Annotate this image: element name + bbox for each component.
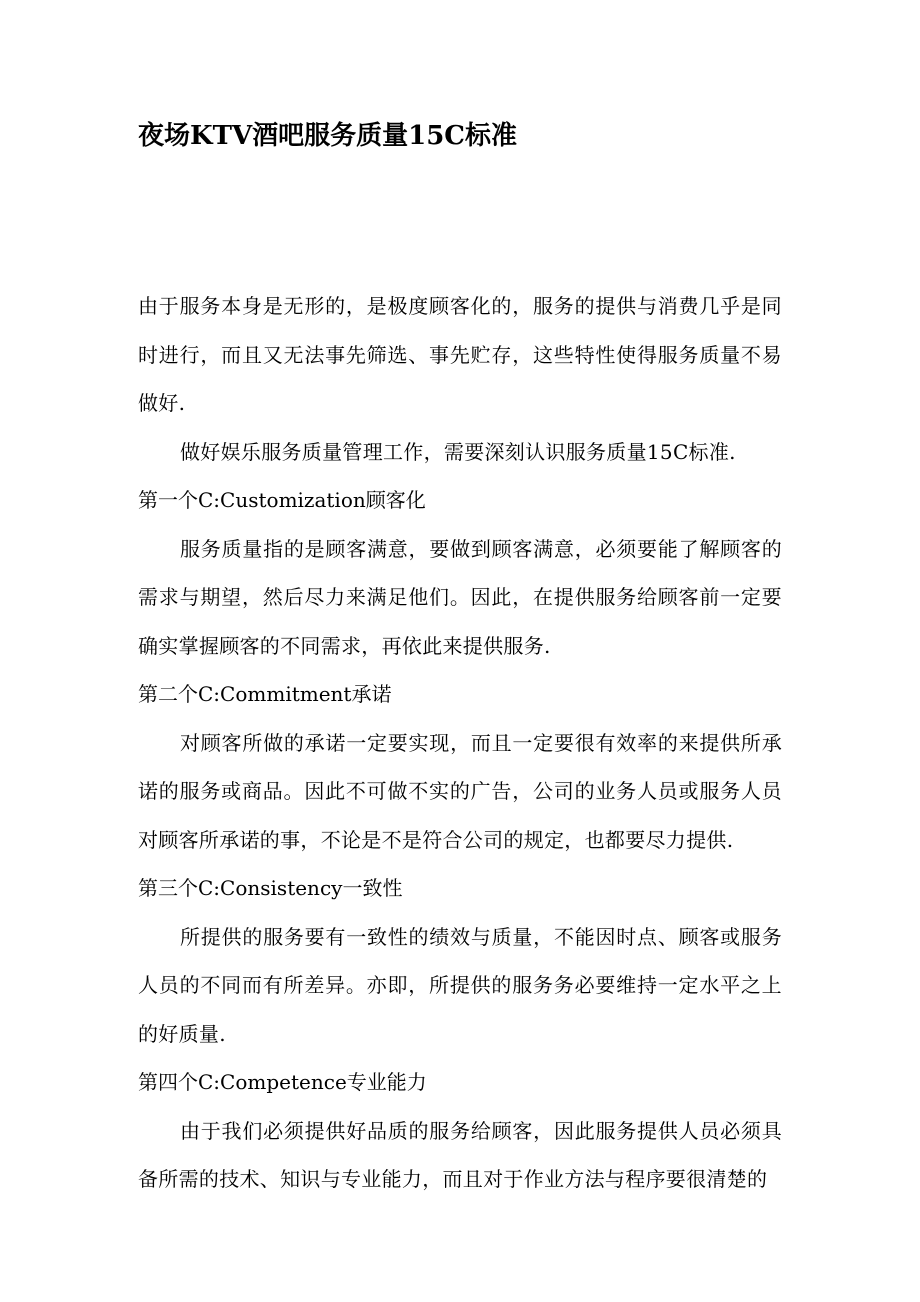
section-text-customization: 服务质量指的是顾客满意，要做到顾客满意，必须要能了解顾客的需求与期望，然后尽力来满足他们。因此，在提供服务给顾客前一定要确实掌握顾客的不同需求，再依此来提供服务. xyxy=(138,536,782,658)
section-text-consistency: 所提供的服务要有一致性的绩效与质量，不能因时点、顾客或服务人员的不同而有所差异。亦即，所提供的服务务必要维持一定水平之上的好质量. xyxy=(138,924,782,1046)
document-title: 夜场KTV酒吧服务质量15C标准 xyxy=(138,121,517,151)
section-text-commitment: 对顾客所做的承诺一定要实现，而且一定要很有效率的来提供所承诺的服务或商品。因此不可做不实的广告，公司的业务人员或服务人员对顾客所承诺的事，不论是不是符合公司的规定，也都要尽力提供. xyxy=(138,730,782,852)
document-body xyxy=(138,282,782,1204)
section-heading-customization: 第一个C:Customization顾客化 xyxy=(138,488,426,512)
intro-paragraph: 由于服务本身是无形的，是极度顾客化的，服务的提供与消费几乎是同时进行，而且又无法事先筛选、事先贮存，这些特性使得服务质量不易做好. xyxy=(138,294,782,415)
section-heading-consistency: 第三个C:Consistency一致性 xyxy=(138,876,403,900)
section-heading-commitment: 第二个C:Commitment承诺 xyxy=(138,682,392,706)
section-text-competence: 由于我们必须提供好品质的服务给顾客，因此服务提供人员必须具备所需的技术、知识与专业能力，而且对于作业方法与程序要很清楚的 xyxy=(138,1118,782,1191)
section-heading-competence: 第四个C:Competence专业能力 xyxy=(138,1070,427,1094)
lead-paragraph: 做好娱乐服务质量管理工作，需要深刻认识服务质量15C标准. xyxy=(180,439,736,464)
